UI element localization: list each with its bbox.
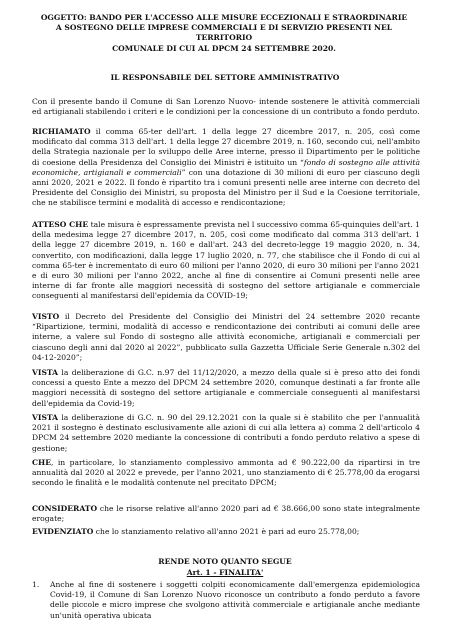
responsabile-heading: IL RESPONSABILE DEL SETTORE AMMINISTRATIVO	[110, 73, 340, 82]
vista-text-2: la deliberazione di G.C. n. 90 del 29.12.2021 con la quale si è stabilito che per l'annualità 2021 il sostegno è destinato esclusivamente alle azioni di cui alla lettera a) comma 2 dell'articolo 4 DPCM 24 settembre 2020 mediante la concessione di contributi a fondo perduto relativo a spese di gestione;	[32, 413, 420, 453]
subject-line-2: A SOSTEGNO DELLE IMPRESE COMMERCIALI E DI SERVIZIO PRESENTI NEL TERRITORIO	[55, 23, 393, 43]
visto-keyword: VISTO	[32, 312, 60, 321]
che-paragraph	[32, 458, 420, 489]
richiamato-keyword: RICHIAMATO	[32, 127, 91, 136]
visto-text: il Decreto del Presidente del Consiglio dei Ministri del 24 settembre 2020 recante “Ripartizione, termini, modalità di accesso e rendicontazione dei contributi ai comuni delle aree interne, a valere sul Fondo di sostegno alle attività economiche, artigianali e commerciali per ciascuno degli anni dal 2020 al 2022”, pubblicato sulla Gazzetta Ufficiale Serie Generale n.302 del 04-12-2020”;	[32, 312, 420, 362]
vista-keyword-1: VISTA	[32, 368, 59, 377]
evidenziato-keyword: EVIDENZIATO	[32, 527, 94, 536]
richiamato-paragraph	[32, 127, 420, 209]
vista-paragraph-2	[32, 413, 420, 454]
rende-noto-heading: RENDE NOTO QUANTO SEGUE	[158, 557, 292, 566]
item-text: Anche al fine di sostenere i soggetti colpiti economicamente dall'emergenza epidemiologica Covid-19, il Comune di San Lorenzo Nuovo riconosce un contributo a fondo perduto a favore delle piccole e micro imprese che svolgono attività commerciale e artigianale anche mediante un'unità operativa ubicata	[50, 580, 420, 620]
article-1-item-1	[32, 580, 420, 621]
evidenziato-paragraph	[32, 527, 420, 537]
considerato-text: che le risorse relative all'anno 2020 pari ad € 38.666,00 sono state integralmente erogate;	[32, 504, 420, 524]
intro-paragraph: Con il presente bando il Comune di San Lorenzo Nuovo- intende sostenere le attività commerciali ed artigianali stabilendo i criteri e le condizioni per la concessione di un contributo a fondo perduto.	[32, 97, 420, 117]
che-text: , in particolare, lo stanziamento complessivo ammonta ad € 90.222,00 da ripartirsi in tre annualità dal 2020 al 2022 e prevede, per l'anno 2021, uno stanziamento di € 25.778,00 da erogarsi secondo le finalità e le modalità contenute nel precitato DPCM;	[32, 458, 420, 488]
document-subject	[30, 13, 418, 54]
evidenziato-text: che lo stanziamento relativo all'anno 2021 è pari ad euro 25.778,00;	[93, 527, 360, 536]
richiamato-text-a: il comma 65-ter dell'art. 1 della legge 27 dicembre 2017, n. 205, così come modificato dal comma 313 dell'art. 1 della legge 27 dicembre 2019, n. 160, secondo cui, nell'ambito della Strategia nazionale per lo sviluppo delle Aree interne, presso il Dipartimento per le politiche di coesione della Presidenza del Consiglio dei Ministri è istituito un “	[32, 127, 420, 167]
item-number: 1.	[32, 580, 40, 589]
richiamato-text-b: ” con una dotazione di 30 milioni di euro per ciascuno degli anni 2020, 2021 e 2022. Il fondo è ripartito tra i comuni presenti nelle aree interne con decreto del Presidente del Consiglio dei Ministri, su proposta del Ministro per il Sud e la Coesione territoriale, che ne stabilisce termini e modalità di accesso e rendicontazione;	[32, 167, 420, 208]
considerato-keyword: CONSIDERATO	[32, 504, 98, 513]
atteso-text: tale misura è espressamente prevista nel l successivo comma 65-quinquies dell'art. 1 della medesima legge 27 dicembre 2017, n. 205, così come modificato dal comma 313 dell'art. 1 della legge 27 dicembre 2019, n. 160 e dall'art. 243 del decreto-legge 19 maggio 2020, n. 34, convertito, con modificazioni, dalla legge 17 luglio 2020, n. 77, che stabilisce che il Fondo di cui al comma 65-ter è incrementato di euro 60 milioni per l'anno 2020, di euro 30 milioni per l'anno 2021 e di euro 30 milioni per l'anno 2022, anche al fine di consentire ai Comuni presenti nelle aree interne di far fronte alle maggiori necessità di sostegno del settore artigianale e commerciale conseguenti al manifestarsi dell'epidemia da COVID-19;	[32, 220, 420, 301]
vista-paragraph-1	[32, 368, 420, 409]
subject-line-3: COMUNALE DI CUI AL DPCM 24 SETTEMBRE 2020.	[112, 43, 336, 53]
vista-keyword-2: VISTA	[32, 413, 59, 422]
subject-line-1: OGGETTO: BANDO PER L'ACCESSO ALLE MISURE ECCEZIONALI E STRAORDINARIE	[40, 13, 408, 22]
visto-paragraph	[32, 312, 420, 363]
atteso-paragraph	[32, 220, 420, 302]
vista-text-1: la deliberazione di G.C. n.97 del 11/12/2020, a mezzo della quale si è preso atto dei fondi concessi a questo Ente a mezzo del DPCM 24 settembre 2020, comunque destinati a far fronte alle maggiori necessità di sostegno del settore artigianale e commerciale conseguenti al manifestarsi dell'epidemia da Covid-19;	[32, 368, 420, 408]
atteso-keyword: ATTESO CHE	[32, 220, 89, 229]
richiamato-italic: fondo di sostegno alle attività economiche, artigianali e commerciali	[32, 157, 421, 177]
che-keyword: CHE	[32, 458, 52, 467]
article-1-title: Art. 1 - FINALITA'	[186, 568, 264, 577]
considerato-paragraph	[32, 504, 420, 524]
